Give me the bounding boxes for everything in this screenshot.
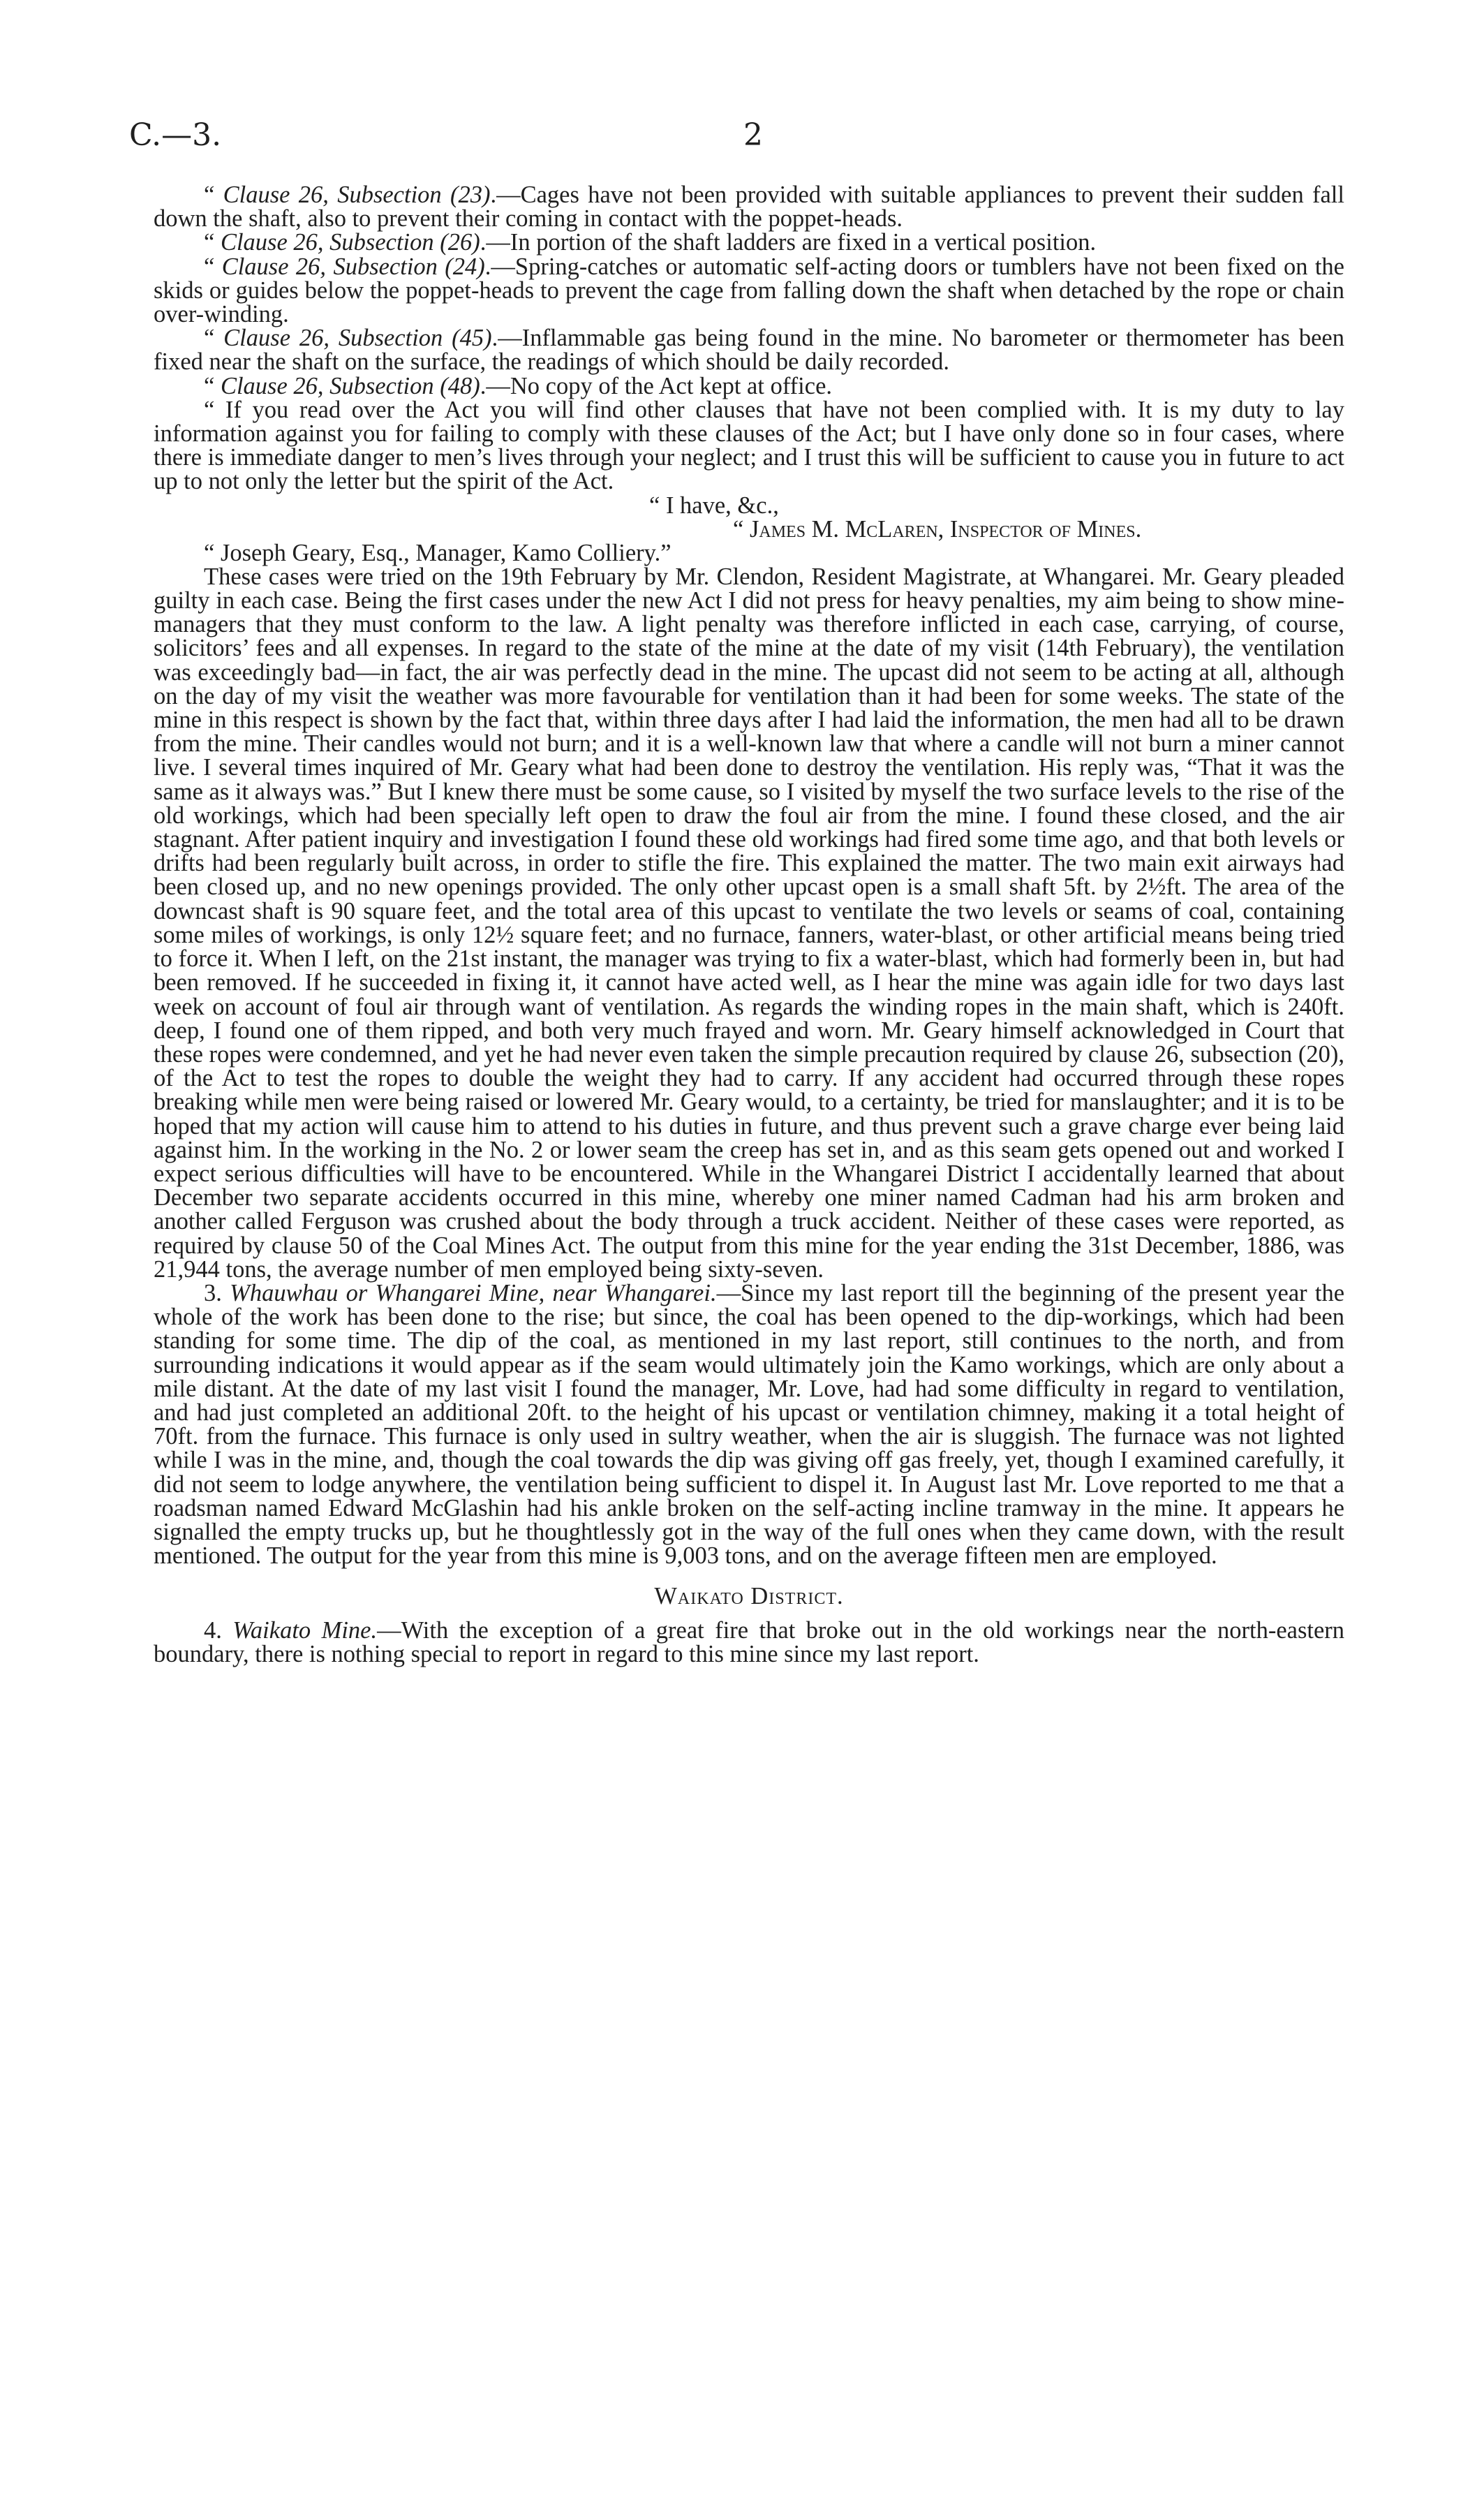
inspector-signature: “ James M. McLaren, Inspector of Mines.: [733, 515, 1142, 543]
mine-title: Whauwhau or Whangarei Mine, near Whangarei.: [230, 1279, 717, 1306]
letter-greeting: “ I have, &c.,: [649, 492, 779, 519]
whauwhau-mine-paragraph: [154, 1281, 1344, 1568]
document-reference: C.—3.: [129, 117, 222, 153]
clause-paragraph: “ Clause 26, Subsection (24).—Spring-catches or automatic self-acting doors or tumblers have not been fixed on the skids or guides below the poppet-heads to prevent the cage from falling down the shaft when detached by the rope or chain over-winding.: [154, 253, 1344, 328]
signature-block: [154, 494, 1344, 541]
document-body: [154, 183, 1344, 1666]
mine-text: —With the exception of a great fire that broke out in the old workings near the north-eastern boundary, there is nothing special to report in regard to this mine since my last report.: [154, 1616, 1345, 1667]
clause-label: Clause 26, Subsection (26): [220, 229, 480, 256]
clause-label: Clause 26, Subsection (45): [223, 325, 492, 352]
clause-text: .—Inflammable gas being found in the mine. No barometer or thermometer has been fixed near the shaft on the surface, the readings of which should be daily recorded.: [154, 325, 1344, 376]
clause-paragraph: “ Clause 26, Subsection (23).—Cages have not been provided with suitable appliances to prevent their sudden fall down the shaft, also to prevent their coming in contact with the poppet-heads.: [154, 182, 1344, 233]
clause-label: Clause 26, Subsection (24): [221, 253, 485, 280]
section-number: 3.: [204, 1279, 222, 1306]
clause-paragraph: “ Clause 26, Subsection (48).—No copy of the Act kept at office.: [204, 372, 833, 399]
clause-text: .—Cages have not been provided with suitable appliances to prevent their sudden fall down the shaft, also to prevent their coming in contact with the poppet-heads.: [154, 182, 1344, 233]
district-heading: Waikato District.: [654, 1583, 844, 1610]
page-header: [129, 117, 1351, 166]
clause-text: .—No copy of the Act kept at office.: [480, 372, 833, 399]
letter-closing-paragraph: “ If you read over the Act you will find other clauses that have not been complied with. It is my duty to lay information against you for failing to comply with these clauses of the Act; but I have only done so in four cases, where there is immediate danger to men’s lives through your neglect; and I trust this will be sufficient to cause you in future to act up to not only the letter but the spirit of the Act.: [154, 396, 1344, 495]
clause-paragraph: “ Clause 26, Subsection (26).—In portion of the shaft ladders are fixed in a vertical position.: [204, 229, 1097, 256]
clause-text: .—Spring-catches or automatic self-acting doors or tumblers have not been fixed on the skids or guides below the poppet-heads to prevent the cage from falling down the shaft when detached by the rope or chain over-winding.: [154, 253, 1344, 328]
clause-label: Clause 26, Subsection (48): [220, 372, 480, 399]
addressee-line: “ Joseph Geary, Esq., Manager, Kamo Colliery.”: [204, 539, 671, 566]
section-number: 4.: [204, 1616, 222, 1644]
clause-label: Clause 26, Subsection (23): [223, 182, 491, 208]
clause-paragraph: “ Clause 26, Subsection (45).—Inflammable gas being found in the mine. No barometer or thermometer has been fixed near the shaft on the surface, the readings of which should be daily recorded.: [154, 325, 1344, 376]
clause-text: .—In portion of the shaft ladders are fixed in a vertical position.: [480, 229, 1097, 256]
kamo-report-paragraph: These cases were tried on the 19th February by Mr. Clendon, Resident Magistrate, at Whangarei. Mr. Geary pleaded guilty in each case. Being the first cases under the new Act I did not press for heavy penalties, my aim being to show mine-managers that they must conform to the law. A light penalty was therefore inflicted in each case, carrying, of course, solicitors’ fees and all expenses. In regard to the state of the mine at the date of my visit (14th February), the ventilation was exceedingly bad—in fact, the air was perfectly dead in the mine. The upcast did not seem to be acting at all, although on the day of my visit the weather was more favourable for ventilation than it had been for some weeks. The state of the mine in this respect is shown by the fact that, within three days after I had laid the information, the men had all to be drawn from the mine. Their candles would not burn; and it is a well-known law that where a candle will not burn a miner cannot live. I several times inquired of Mr. Geary what had been done to destroy the ventilation. His reply was, “That it was the same as it always was.” But I knew there must be some cause, so I visited by myself the two surface levels to the rise of the old workings, which had been specially left open to draw the foul air from the mine. I found these closed, and the air stagnant. After patient inquiry and investigation I found these old workings had fired some time ago, and that both levels or drifts had been regularly built across, in order to stifle the fire. This explained the matter. The two main exit airways had been closed up, and no new openings provided. The only other upcast open is a small shaft 5ft. by 2½ft. The area of the downcast shaft is 90 square feet, and the total area of this upcast to ventilate the two levels or seams of coal, containing some miles of workings, is only 12½ square feet; and no furnace, fanners, water-blast, or other artificial means being tried to force it. When I left, on the 21st instant, the manager was trying to fix a water-blast, which had formerly been in, but had been removed. If he succeeded in fixing it, it cannot have acted well, as I hear the mine was again idle for two days last week on account of foul air through want of ventilation. As regards the winding ropes in the main shaft, which is 240ft. deep, I found one of them ripped, and both very much frayed and worn. Mr. Geary himself acknowledged in Court that these ropes were condemned, and yet he had never even taken the simple precaution required by clause 26, subsection (20), of the Act to test the ropes to double the weight they had to carry. If any accident had occurred through these ropes breaking while men were being raised or lowered Mr. Geary would, to a certainty, be tried for manslaughter; and it is to be hoped that my action will cause him to attend to his duties in future, and thus prevent such a grave charge ever being laid against him. In the working in the No. 2 or lower seam the creep has set in, and as this seam gets opened out and worked I expect serious difficulties will have to be encountered. While in the Whangarei District I accidentally learned that about December two separate accidents occurred in this mine, whereby one miner named Cadman had his arm broken and another called Ferguson was crushed about the body through a truck accident. Neither of these cases were reported, as required by clause 50 of the Coal Mines Act. The output from this mine for the year ending the 31st December, 1886, was 21,944 tons, the average number of men employed being sixty-seven.: [154, 563, 1344, 1283]
mine-title: Waikato Mine.: [232, 1616, 378, 1644]
mine-text: —Since my last report till the beginning of the present year the whole of the work has been done to the rise; but since, the coal has been opened to the dip-workings, which had been standing for some time. The dip of the coal, as mentioned in my last report, still continues to the north, and from surrounding indications it would appear as if the seam would ultimately join the Kamo workings, which are only about a mile distant. At the date of my last visit I found the manager, Mr. Love, had had some difficulty in regard to ventilation, and had just completed an additional 20ft. to the height of his upcast or ventilation chimney, making it a total height of 70ft. from the furnace. This furnace is only used in sultry weather, when the air is sluggish. The furnace was not lighted while I was in the mine, and, though the coal towards the dip was giving off gas freely, yet, though I examined carefully, it did not seem to lodge anywhere, the ventilation being sufficient to dispel it. In August last Mr. Love reported to me that a roadsman named Edward McGlashin had his ankle broken on the self-acting incline tramway in the mine. It appears he signalled the empty trucks up, but he thoughtlessly got in the way of the full ones when they came down, with the result mentioned. The output for the year from this mine is 9,003 tons, and on the average fifteen men are employed.: [154, 1279, 1345, 1570]
waikato-mine-paragraph: [154, 1616, 1345, 1667]
page-number: 2: [743, 117, 763, 153]
